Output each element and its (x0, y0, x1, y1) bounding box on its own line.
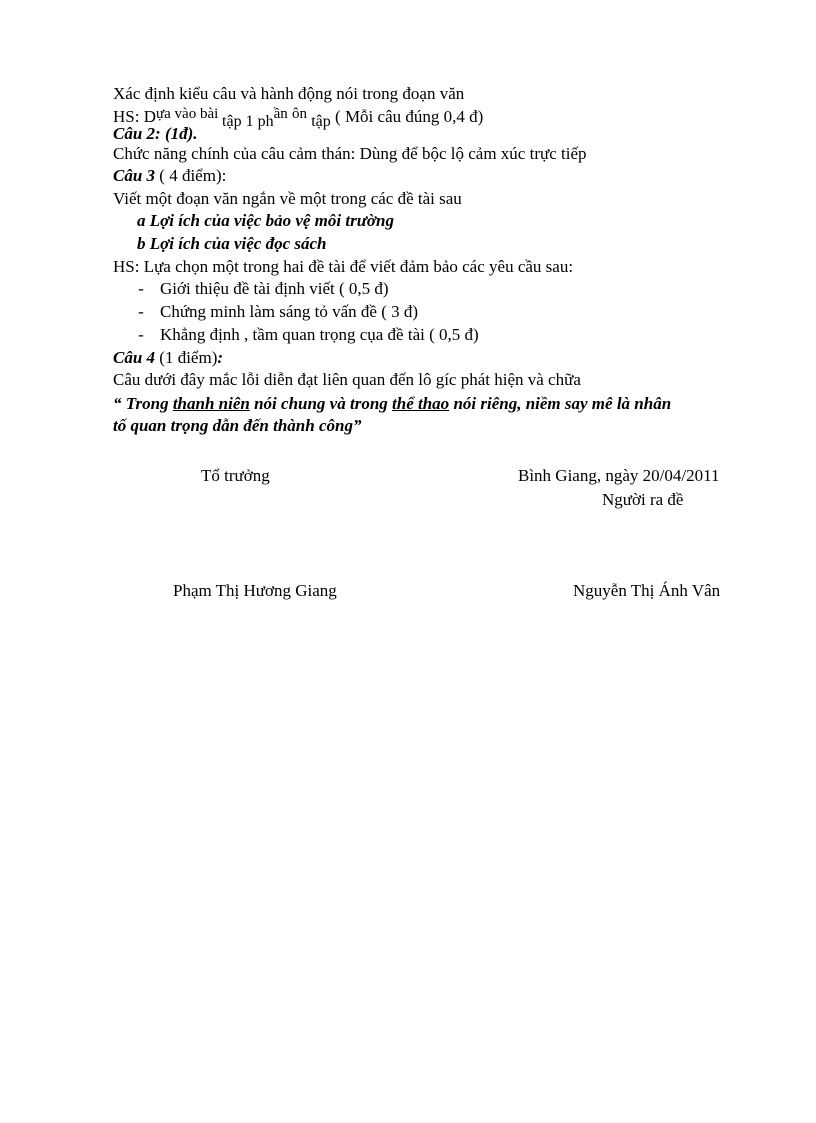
right-signer-name: Nguyễn Thị Ánh Vân (573, 581, 721, 600)
hs-frag-5: ần (273, 106, 288, 122)
question-3-points: ( 4 điểm): (155, 166, 227, 185)
quote-part-3: nói chung và trong (249, 394, 393, 413)
hs-frag-2: vào bài (170, 106, 223, 122)
bullet-text: Giới thiệu đề tài định viết ( 0,5 đ) (160, 279, 389, 298)
place-date: Bình Giang, ngày 20/04/2011 (518, 466, 720, 485)
quote-part-5: nói riêng, niềm say mê là nhân (449, 394, 672, 413)
hs-frag-9: tập (311, 113, 331, 130)
bullet-item (0, 302, 816, 322)
bullet-text: Khẳng định , tầm quan trọng cụa đề tài ( 0,5 đ) (160, 325, 479, 344)
hs-frag-10: ( Mỗi câu đúng 0,4 đ) (330, 107, 484, 126)
hs-requirements: HS: Lựa chọn một trong hai đề tài để viết đảm bảo các yêu cầu sau: (113, 257, 574, 276)
bullet-dash: - (138, 302, 144, 321)
hs-frag-4: 1 ph (241, 113, 274, 130)
question-4-colon: : (217, 348, 224, 367)
question-4-points: (1 điểm) (155, 348, 218, 367)
question-2-heading: Câu 2: (1đ). (113, 124, 198, 143)
bullet-item (0, 325, 816, 345)
hs-frag-3: tập (222, 113, 242, 130)
topic-b: b Lợi ích của việc đọc sách (137, 234, 327, 253)
bullet-item (0, 279, 816, 299)
hs-frag-1: ựa (155, 106, 171, 122)
quote-line-2: tố quan trọng dẫn đến thành công” (113, 416, 362, 435)
left-signer-name: Phạm Thị Hương Giang (173, 581, 337, 600)
question-4-prompt: Câu dưới đây mắc lỗi diễn đạt liên quan đến lô gíc phát hiện và chữa (113, 370, 581, 389)
hs-frag-7: ôn (291, 106, 307, 122)
question-3-heading (113, 166, 226, 186)
bullet-text: Chứng minh làm sáng tỏ vấn đề ( 3 đ) (160, 302, 419, 321)
question-3-prompt: Viết một đoạn văn ngắn về một trong các đề tài sau (113, 189, 462, 208)
hs-prefix: HS: D (113, 107, 156, 126)
bullet-dash: - (138, 279, 144, 298)
quote-underlined-2: thể thao (392, 394, 450, 413)
left-signature-title: Tổ trưởng (201, 466, 270, 485)
quote-part-1: “ Trong (113, 394, 173, 413)
quote-underlined-1: thanh niên (172, 394, 250, 413)
topic-a: a Lợi ích của việc bảo vệ môi trường (137, 211, 394, 230)
intro-line: Xác định kiểu câu và hành động nói trong đoạn văn (113, 84, 465, 103)
question-4-heading (113, 348, 223, 368)
question-3-label: Câu 3 (113, 166, 156, 185)
quote-line-1 (113, 394, 671, 414)
question-2-answer: Chức năng chính của câu cảm thán: Dùng để bộc lộ cảm xúc trực tiếp (113, 144, 587, 163)
bullet-dash: - (138, 325, 144, 344)
right-signature-title: Người ra đề (602, 490, 684, 509)
question-4-label: Câu 4 (113, 348, 156, 367)
